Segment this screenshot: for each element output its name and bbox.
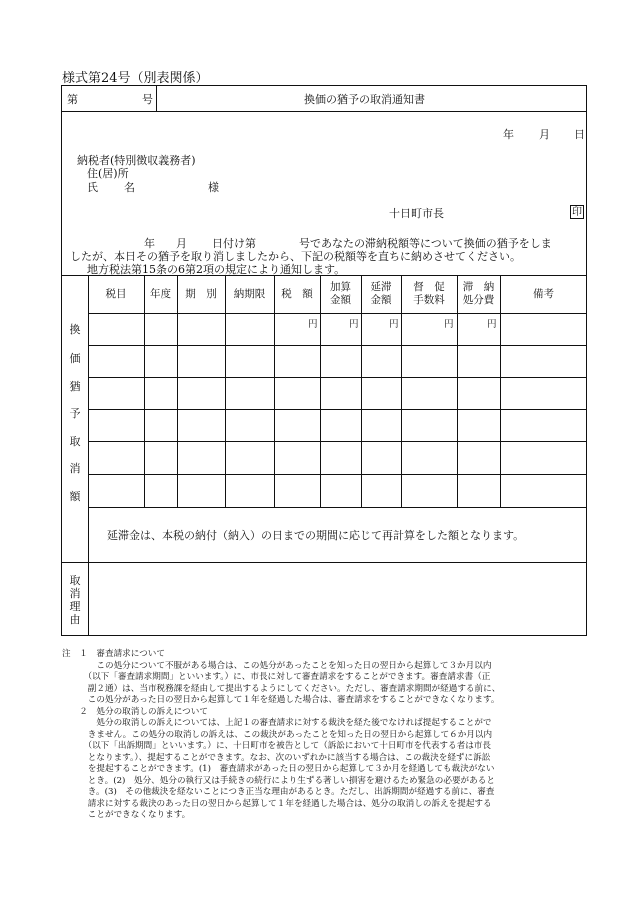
- side-label-char: 取: [69, 435, 81, 448]
- date-month: 月: [539, 128, 550, 141]
- date-day: 日: [574, 128, 585, 141]
- form-number: 様式第24号（別表関係）: [62, 71, 209, 86]
- note-line: この処分について不服がある場合は、この処分があったことを知った日の翌日から起算して３か月以内: [62, 660, 492, 671]
- row-line: [88, 377, 587, 378]
- col-line: [225, 275, 226, 507]
- address-label: 住(居)所: [87, 167, 129, 180]
- side-label-char: 価: [69, 352, 81, 365]
- late-fee-note: 延滞金は、本税の納付（納入）の日までの期間に応じて再計算をした額となります。: [107, 529, 525, 542]
- col-line: [361, 275, 362, 507]
- col-line: [144, 275, 145, 507]
- body-month: 月: [176, 237, 187, 250]
- col-kibetsu: 期 別: [185, 288, 217, 300]
- side-label-divider: [88, 275, 89, 562]
- sama-label: 様: [208, 181, 219, 194]
- name-mei: 名: [124, 181, 135, 194]
- col-line: [320, 275, 321, 507]
- table-header-bottom: [88, 313, 587, 314]
- notice-title: 換価の猶予の取消通知書: [304, 93, 425, 106]
- col-line: [177, 275, 178, 507]
- col-tainou-1: 滞 納: [462, 281, 495, 293]
- yen-mark: 円: [349, 319, 359, 330]
- note-line: ことができなくなります。: [62, 810, 191, 820]
- note-line: 注 １ 審査請求について: [62, 649, 165, 659]
- body-line3: 地方税法第15条の6第2項の規定により通知します。: [87, 263, 346, 276]
- note-line: 処分の取消しの訴えについては、上記１の審査請求に対する裁決を経た後でなければ提起することがで: [62, 718, 492, 728]
- row-line: [88, 507, 587, 508]
- col-nendo: 年度: [150, 288, 171, 300]
- row-line: [88, 409, 587, 410]
- body-line1-rest: 号であなたの滞納税額等について換価の猶予をしま: [299, 237, 552, 250]
- reason-label-char: 理: [69, 600, 81, 613]
- side-label-char: 予: [69, 407, 81, 420]
- reason-top-line: [61, 562, 587, 563]
- note-line: （以下「審査請求期間」といいます。）に、市長に対して審査請求をすることができます。審査請求書（正: [62, 672, 491, 682]
- col-line: [457, 275, 458, 507]
- col-nokigen: 納期限: [233, 288, 266, 300]
- col-line: [500, 275, 501, 507]
- side-label-char: 換: [69, 323, 81, 336]
- row-line: [88, 345, 587, 346]
- taxpayer-label: 納税者(特別徴収義務者): [77, 154, 196, 167]
- header-vline: [156, 85, 157, 111]
- note-line: き。(3) その他裁決を経ないことにつき正当な理由があるとき。ただし、出訴期間が経過する前に、審査: [62, 787, 495, 797]
- yen-mark: 円: [487, 319, 497, 330]
- side-label-char: 消: [69, 462, 81, 475]
- col-kasan-2: 金額: [330, 294, 351, 306]
- note-line: を提起することができます。(1) 審査請求があった日の翌日から起算して３か月を経過しても裁決がない: [62, 764, 495, 774]
- col-entai-2: 金額: [370, 294, 392, 306]
- body-line2: したが、本日その猶予を取り消しましたから、下記の税額等を直ちに納めさせてください。: [70, 250, 521, 263]
- note-line: とき。(2) 処分、処分の執行又は手続きの続行により生ずる著しい損害を避けるため緊急の必要があると: [62, 775, 495, 786]
- col-line: [401, 275, 402, 507]
- col-tokusoku-1: 督 促: [413, 281, 445, 293]
- header-divider: [61, 111, 587, 112]
- row-line: [88, 441, 587, 442]
- row-line: [88, 474, 587, 475]
- body-year: 年: [144, 237, 155, 250]
- note-line: 請求に対する裁決のあった日の翌日から起算して１年を経過した場合は、処分の取消しの訴えを提起する: [62, 798, 492, 809]
- mayor-label: 十日町市長: [389, 207, 444, 220]
- col-line: [274, 275, 275, 507]
- yen-mark: 円: [308, 319, 318, 330]
- notes-section: [62, 649, 592, 822]
- reason-label-char: 取: [69, 574, 81, 587]
- col-tokusoku-2: 手数料: [413, 294, 445, 306]
- number-go: 号: [142, 93, 153, 106]
- col-tainou-2: 処分費: [462, 294, 495, 306]
- col-kasan-1: 加算: [330, 281, 351, 293]
- col-entai-1: 延滞: [370, 281, 392, 293]
- note-line: 副２通）は、当市税務課を経由して提出するようにしてください。ただし、審査請求期間が経過する前に、: [62, 683, 501, 694]
- note-line: となります。）、提起することができます。なお、次のいずれかに該当する場合は、この裁決を経ずに訴訟: [62, 752, 491, 763]
- col-zeigaku: 税 額: [281, 288, 313, 300]
- note-line: （以下「出訴期間」といいます。）に、十日町市を被告として（訴訟において十日町市を代表する者は市長: [62, 741, 491, 751]
- side-label-char: 額: [69, 490, 81, 503]
- reason-label-char: 消: [69, 587, 81, 600]
- reason-divider: [88, 562, 89, 636]
- note-line: この処分があった日の翌日から起算して１年を経過した場合は、審査請求をすることができなくなります。: [62, 695, 500, 705]
- note-line: ２ 処分の取消しの訴えについて: [62, 706, 208, 717]
- yen-mark: 円: [444, 319, 454, 330]
- date-year: 年: [503, 128, 514, 141]
- note-line: きません。この処分の取消しの訴えは、この裁決があったことを知った日の翌日から起算して６か月以内: [62, 729, 493, 740]
- seal-mark: 印: [572, 207, 582, 218]
- table-top-line: [61, 275, 587, 276]
- col-biko: 備考: [533, 288, 554, 300]
- number-dai: 第: [67, 93, 78, 106]
- side-label-char: 猶: [69, 380, 81, 393]
- reason-label-char: 由: [69, 613, 81, 626]
- col-zeimoku: 税目: [105, 288, 127, 300]
- body-day: 日付け第: [212, 237, 256, 250]
- name-shi: 氏: [87, 181, 98, 194]
- yen-mark: 円: [389, 319, 399, 330]
